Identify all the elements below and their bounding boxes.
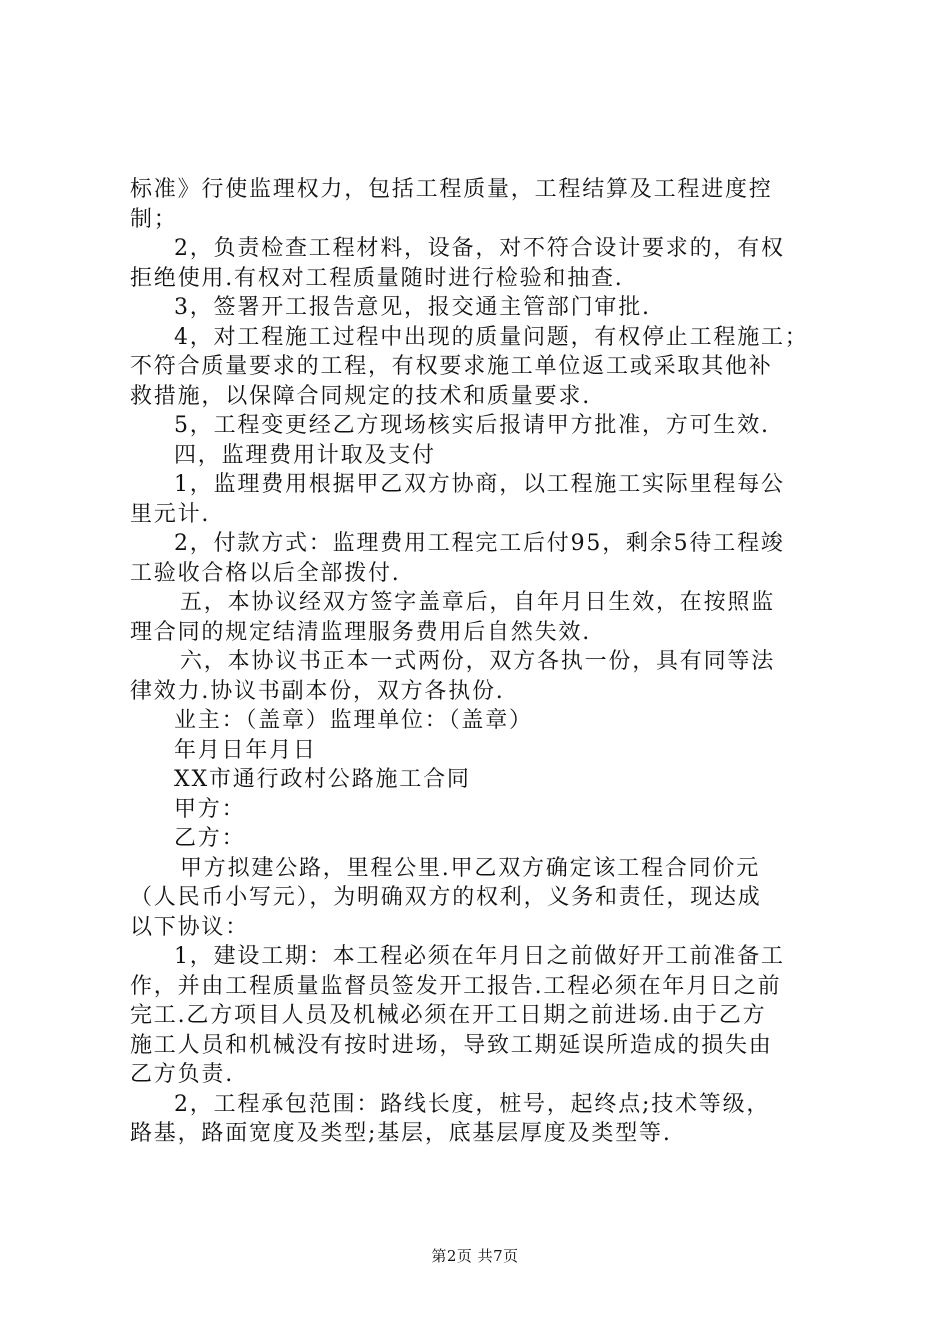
- contract-title: XX市通行政村公路施工合同: [174, 767, 471, 792]
- text-line: 施工人员和机械没有按时进场，导致工期延误所造成的损失由: [130, 1032, 773, 1058]
- section-heading: 四，监理费用计取及支付: [174, 442, 436, 468]
- text-line: 作，并由工程质量监督员签发开工报告.工程必须在年月日之前: [130, 973, 782, 999]
- text-line: （人民币小写元），为明确双方的权利，义务和责任，现达成: [130, 885, 762, 910]
- text-line: 路基，路面宽度及类型;基层，底基层厚度及类型等.: [130, 1121, 672, 1146]
- text-line: 4，对工程施工过程中出现的质量问题，有权停止工程施工；: [174, 324, 809, 350]
- text-line: 律效力.协议书副本份，双方各执份.: [130, 678, 505, 704]
- page-number: 第2页 共7页: [431, 1247, 519, 1265]
- text-line: 2，付款方式：监理费用工程完工后付95，剩余5待工程竣: [174, 531, 785, 556]
- text-line: 拒绝使用.有权对工程质量随时进行检验和抽查.: [130, 265, 624, 291]
- text-line: 里元计.: [130, 501, 211, 527]
- text-line: 乙方负责.: [130, 1062, 234, 1087]
- text-line: 2，负责检查工程材料，设备，对不符合设计要求的，有权: [174, 236, 785, 261]
- text-line: 2，工程承包范围：路线长度，桩号，起终点;技术等级，: [174, 1091, 771, 1117]
- text-line: 五，本协议经双方签字盖章后，自年月日生效，在按照监: [180, 590, 776, 615]
- text-line: 完工.乙方项目人员及机械必须在开工日期之前进场.由于乙方: [130, 1003, 767, 1028]
- text-line: 理合同的规定结清监理服务费用后自然失效.: [130, 619, 591, 645]
- text-line: 以下协议：: [130, 914, 250, 940]
- signature-line: 业主：（盖章）监理单位：（盖章）: [174, 708, 533, 733]
- text-line: 不符合质量要求的工程，有权要求施工单位返工或采取其他补: [130, 354, 773, 379]
- party-b-line: 乙方：: [174, 826, 246, 851]
- text-line: 制；: [130, 206, 178, 232]
- text-line: 工验收合格以后全部拨付.: [130, 560, 401, 586]
- text-line: 5，工程变更经乙方现场核实后报请甲方批准，方可生效.: [174, 413, 770, 438]
- text-line: 标准》行使监理权力，包括工程质量，工程结算及工程进度控: [130, 177, 773, 202]
- text-line: 救措施，以保障合同规定的技术和质量要求.: [130, 383, 591, 409]
- text-line: 1，监理费用根据甲乙双方协商，以工程施工实际里程每公: [174, 472, 785, 497]
- text-line: 1，建设工期：本工程必须在年月日之前做好开工前准备工: [174, 944, 785, 969]
- text-line: 六，本协议书正本一式两份，双方各执一份，具有同等法: [180, 649, 776, 674]
- date-line: 年月日年月日: [174, 737, 317, 763]
- document-body: [130, 175, 830, 1149]
- text-line: 甲方拟建公路，里程公里.甲乙双方确定该工程合同价元: [180, 855, 760, 881]
- text-line: 3，签署开工报告意见，报交通主管部门审批.: [174, 295, 651, 320]
- party-a-line: 甲方：: [174, 796, 246, 822]
